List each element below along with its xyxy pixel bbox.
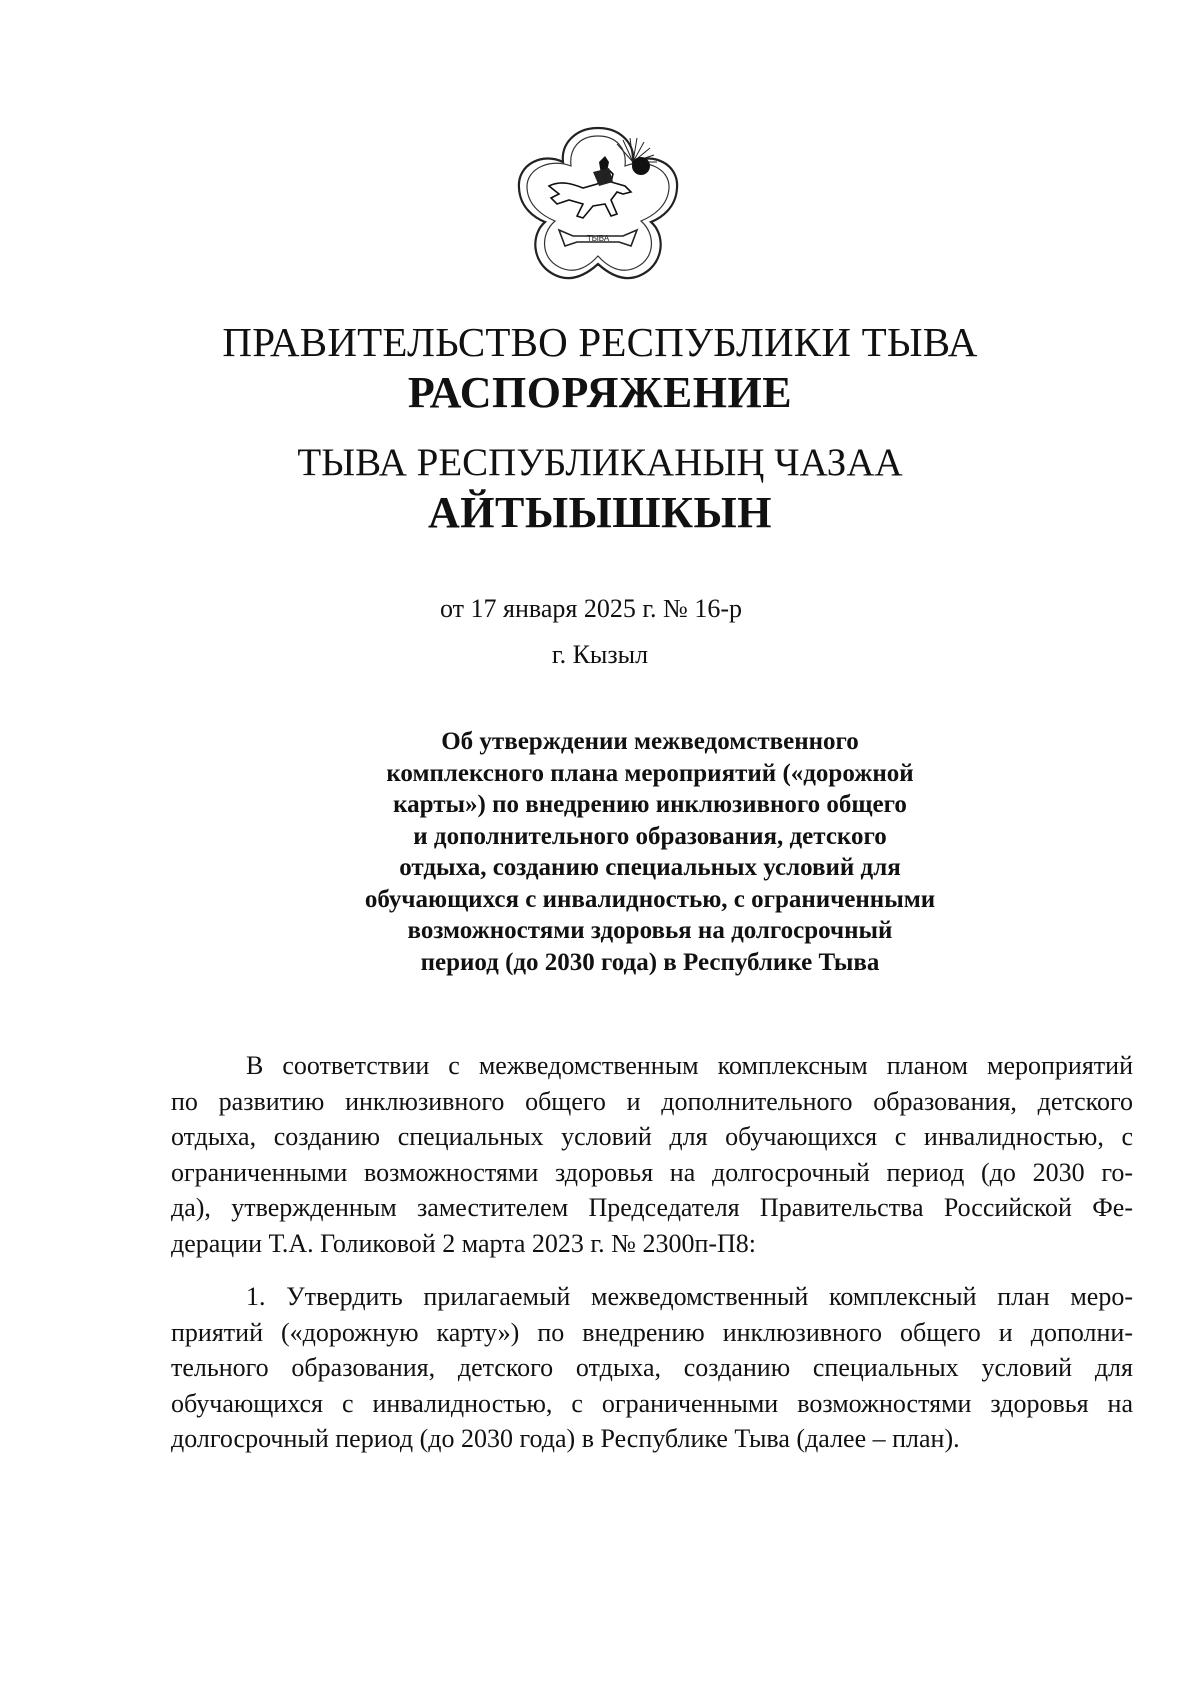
title-line: карты») по внедрению инклюзивного общего bbox=[393, 791, 907, 818]
document-city: г. Кызыл bbox=[551, 640, 649, 669]
title-line: период (до 2030 года) в Республике Тыва bbox=[420, 948, 880, 976]
text-line: обучающихся с инвалидностью, с ограниченными возможностями здоровья на bbox=[171, 1388, 1133, 1418]
government-name-ru: ПРАВИТЕЛЬСТВО РЕСПУБЛИКИ ТЫВА bbox=[222, 319, 978, 365]
text-line: В соответствии с межведомственным комплексным планом мероприятий bbox=[246, 1051, 1133, 1080]
title-line: и дополнительного образования, детского bbox=[413, 822, 887, 850]
clause-1-paragraph bbox=[171, 1279, 1133, 1457]
text-line: по развитию инклюзивного общего и дополнительного образования, детского bbox=[171, 1086, 1133, 1116]
text-line: да), утвержденным заместителем Председателя Правительства Российской Фе- bbox=[171, 1193, 1133, 1222]
text-line: ограниченными возможностями здоровья на долгосрочный период (до 2030 го- bbox=[171, 1157, 1133, 1187]
tuva-coat-of-arms-icon bbox=[513, 122, 683, 287]
document-title bbox=[310, 726, 990, 978]
document-type-ru: РАСПОРЯЖЕНИЕ bbox=[407, 368, 793, 417]
text-line: долгосрочный период (до 2030 года) в Республике Тыва (далее – план). bbox=[171, 1424, 960, 1453]
text-line: дерации Т.А. Голиковой 2 марта 2023 г. № 2300п-П8: bbox=[171, 1228, 757, 1258]
title-line: комплексного плана мероприятий («дорожной bbox=[386, 759, 914, 787]
document-date-number: от 17 января 2025 г. № 16-р bbox=[440, 594, 743, 623]
text-line: 1. Утвердить прилагаемый межведомственный комплексный план меро- bbox=[246, 1282, 1133, 1311]
title-line: возможностями здоровья на долгосрочный bbox=[407, 917, 893, 944]
title-line: обучающихся с инвалидностью, с ограниченными bbox=[364, 885, 936, 913]
preamble-paragraph bbox=[171, 1048, 1133, 1261]
text-line: тельного образования, детского отдыха, созданию специальных условий для bbox=[171, 1353, 1133, 1382]
title-line: отдыха, созданию специальных условий для bbox=[399, 854, 901, 881]
document-type-tyv: АЙТЫЫШКЫН bbox=[428, 488, 772, 537]
text-line: приятий («дорожную карту») по внедрению инклюзивного общего и дополни- bbox=[171, 1317, 1133, 1347]
government-name-tyv: ТЫВА РЕСПУБЛИКАНЫҢ ЧАЗАА bbox=[297, 441, 903, 484]
emblem-ribbon-text: ТЫВА bbox=[586, 234, 610, 243]
title-line: Об утверждении межведомственного bbox=[441, 728, 859, 755]
text-line: отдыха, созданию специальных условий для обучающихся с инвалидностью, с bbox=[171, 1122, 1133, 1151]
